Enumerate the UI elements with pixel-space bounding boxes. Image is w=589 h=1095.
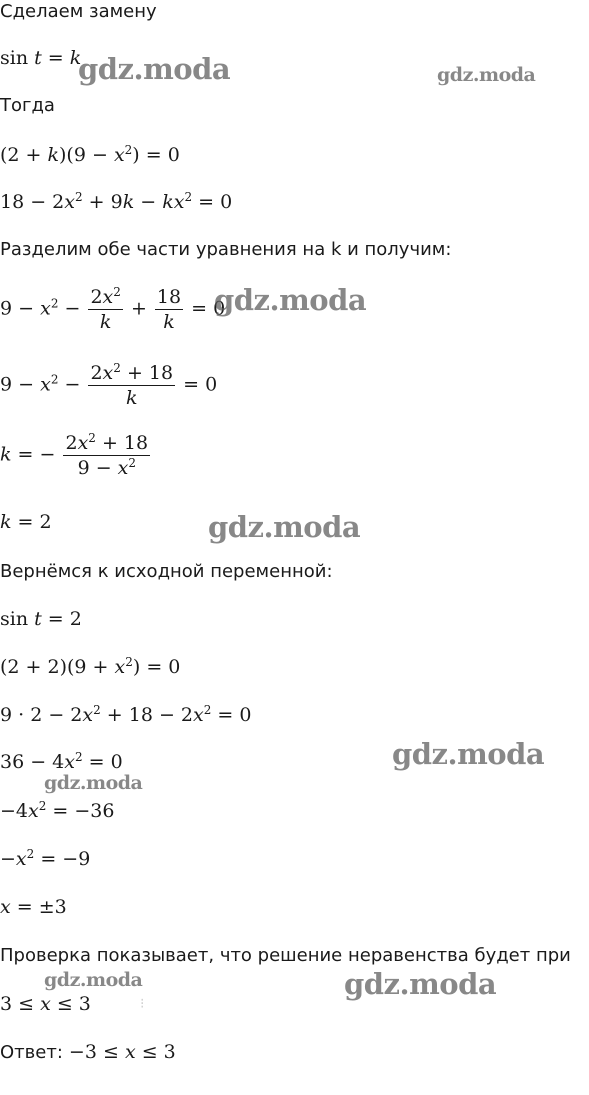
equation-expanded-2: $9 \cdot 2 - 2x^2 + 18 - 2x^2 = 0$ — [0, 703, 252, 726]
equation-step-2: $-x^2 = -9$ — [0, 847, 91, 870]
intro-text — [0, 0, 157, 24]
equation-divided: $9 - x^2$ − $\frac{2x^2}{k}$ + $\frac{18}{k}$ = 0 — [0, 285, 226, 333]
equation-k-expression: k = − $\frac{2x^2 + 18}{9 - x^2}$ — [0, 431, 149, 479]
stray-mark: ⁝ — [140, 996, 145, 1012]
equation-combined: $9 - x^2$ − $\frac{2x^2 + 18}{k}$ = 0 — [0, 361, 218, 409]
watermark-logo: gdz.moda — [392, 737, 545, 771]
equation-product: $(2 + k)(9 - x^2) = 0$ — [0, 143, 180, 166]
watermark-logo: gdz.moda — [437, 64, 536, 86]
check-text — [0, 944, 571, 968]
divide-text — [0, 238, 451, 262]
intro-text-content: Сделаем замену — [0, 1, 157, 22]
watermark-logo: gdz.moda — [44, 772, 143, 794]
equation-substituted: $(2 + 2)(9 + x^2) = 0$ — [0, 655, 181, 678]
watermark-logo: gdz.moda — [344, 967, 497, 1001]
equation-interval: 3 ≤ x ≤ 3 — [0, 993, 91, 1015]
then-text-content: Тогда — [0, 95, 55, 116]
return-text-content: Вернёмся к исходной переменной: — [0, 561, 333, 582]
equation-step-1: $-4x^2 = -36$ — [0, 799, 115, 822]
return-text — [0, 560, 333, 584]
equation-simplified: $36 - 4x^2 = 0$ — [0, 750, 123, 773]
watermark-logo: gdz.moda — [208, 510, 361, 544]
equation-expanded: $18 - 2x^2 + 9k - kx^2 = 0$ — [0, 190, 233, 213]
equation-k-value: k = 2 — [0, 511, 52, 533]
equation-roots: x = ±3 — [0, 896, 67, 918]
divide-text-content: Разделим обе части уравнения на k и получим: — [0, 239, 452, 260]
equation-sin-value: sin t = 2 — [0, 608, 82, 630]
then-text — [0, 94, 55, 118]
watermark-logo: gdz.moda — [44, 969, 143, 991]
answer-line: Ответ: −3 ≤ x ≤ 3 — [0, 1041, 176, 1063]
substitution-equation: sin t = k — [0, 47, 82, 69]
watermark-logo: gdz.moda — [214, 283, 367, 317]
check-text-content: Проверка показывает, что решение неравенства будет при — [0, 945, 571, 966]
watermark-logo: gdz.moda — [78, 52, 231, 86]
